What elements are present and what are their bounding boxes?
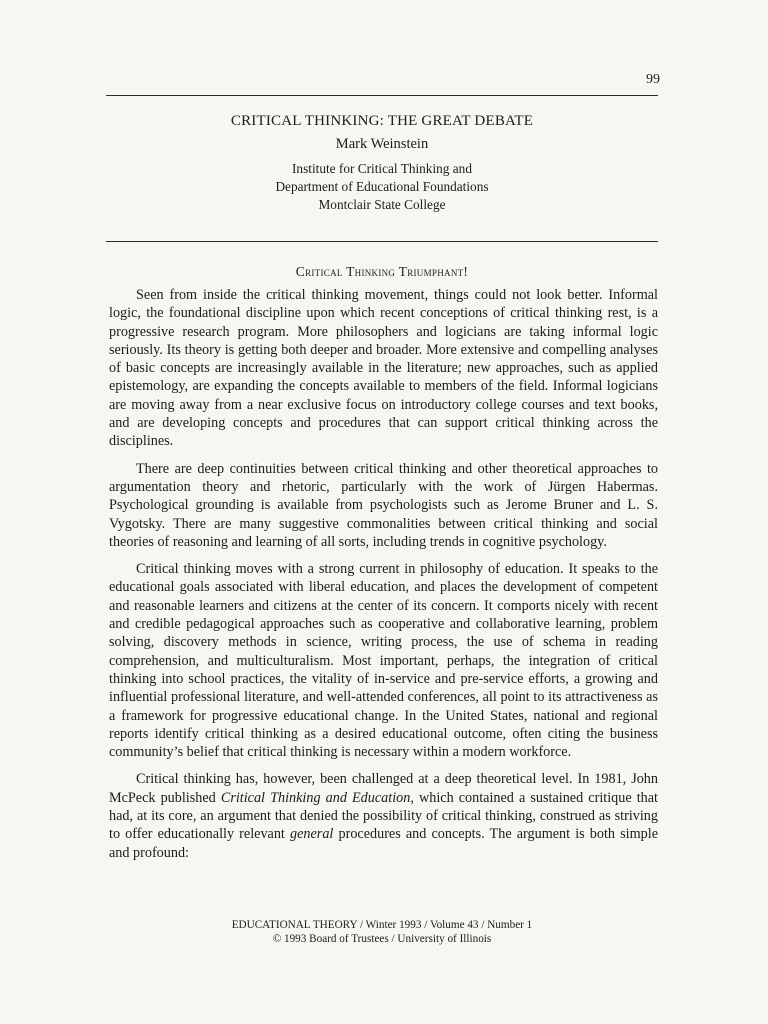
body-paragraph: Critical thinking moves with a strong current in philosophy of education. It speaks to the educational goals associated with liberal education, and places the development of competent and reasonable learners and citizens at the center of its concern. It comports nicely with recent and credible pedagogical approaches such as cooperative and collaborative learning, problem solving, discovery methods in science, writing process, the use of schema in reading comprehension, and multiculturalism. Most important, perhaps, the integration of critical thinking into school practices, the vitality of in-service and pre-service efforts, a growing and influential professional literature, and well-attended conferences, all point to its attractiveness as a framework for progressive educational change. In the United States, national and regional reports identify critical thinking as a desired educational outcome, often citing the business community’s belief that critical thinking is necessary within a modern workforce. [109,561,658,761]
article-body [109,286,658,862]
paragraph-text: procedures and concepts. The argument is both simple and profound: [109,826,658,861]
paragraph-text: , which contained a sustained critique that had, at its core, an argument that denied the possibility of critical thinking, construed as striving to offer educationally relevant [109,789,658,843]
body-paragraph [109,770,658,861]
journal-footer [106,919,658,946]
affiliation-line: Institute for Critical Thinking and [292,161,472,176]
top-rule [106,95,658,96]
author-affiliation [106,160,658,214]
journal-citation: EDUCATIONAL THEORY / Winter 1993 / Volume 43 / Number 1 [231,919,533,931]
article-author: Mark Weinstein [335,136,429,152]
page-number: 99 [646,72,660,87]
body-paragraph: There are deep continuities between critical thinking and other theoretical approaches to argumentation theory and rhetoric, particularly with the work of Jürgen Habermas. Psychological grounding is available from psychologists such as Jerome Bruner and L. S. Vygotsky. There are many suggestive commonalities between critical thinking and social theories of reasoning and learning of all sorts, including trends in cognitive psychology. [109,460,658,550]
article-title: CRITICAL THINKING: THE GREAT DEBATE [230,113,534,129]
affiliation-line: Montclair State College [318,197,446,212]
section-rule [106,241,658,242]
paragraph-text: Critical thinking has, however, been challenged at a deep theoretical level. In 1981, John McPeck published [109,771,658,806]
affiliation-line: Department of Educational Foundations [275,179,489,194]
copyright-notice: © 1993 Board of Trustees / University of Illinois [272,932,492,945]
book-title: Critical Thinking and Education [220,789,411,806]
emphasis: general [290,826,334,843]
body-paragraph: Seen from inside the critical thinking movement, things could not look better. Informal logic, the foundational discipline upon which recent conceptions of critical thinking rest, is a progressive research program. More philosophers and logicians are taking informal logic seriously. Its theory is getting both deeper and broader. More extensive and compelling analyses of basic concepts are increasingly available in the literature; new approaches, such as applied epistemology, are expanding the concepts available to members of the field. Informal logicians are moving away from a near exclusive focus on introductory college courses and text books, and are developing concepts and procedures that can support critical thinking across the disciplines. [109,287,658,450]
section-heading: Critical Thinking Triumphant! [295,264,469,279]
